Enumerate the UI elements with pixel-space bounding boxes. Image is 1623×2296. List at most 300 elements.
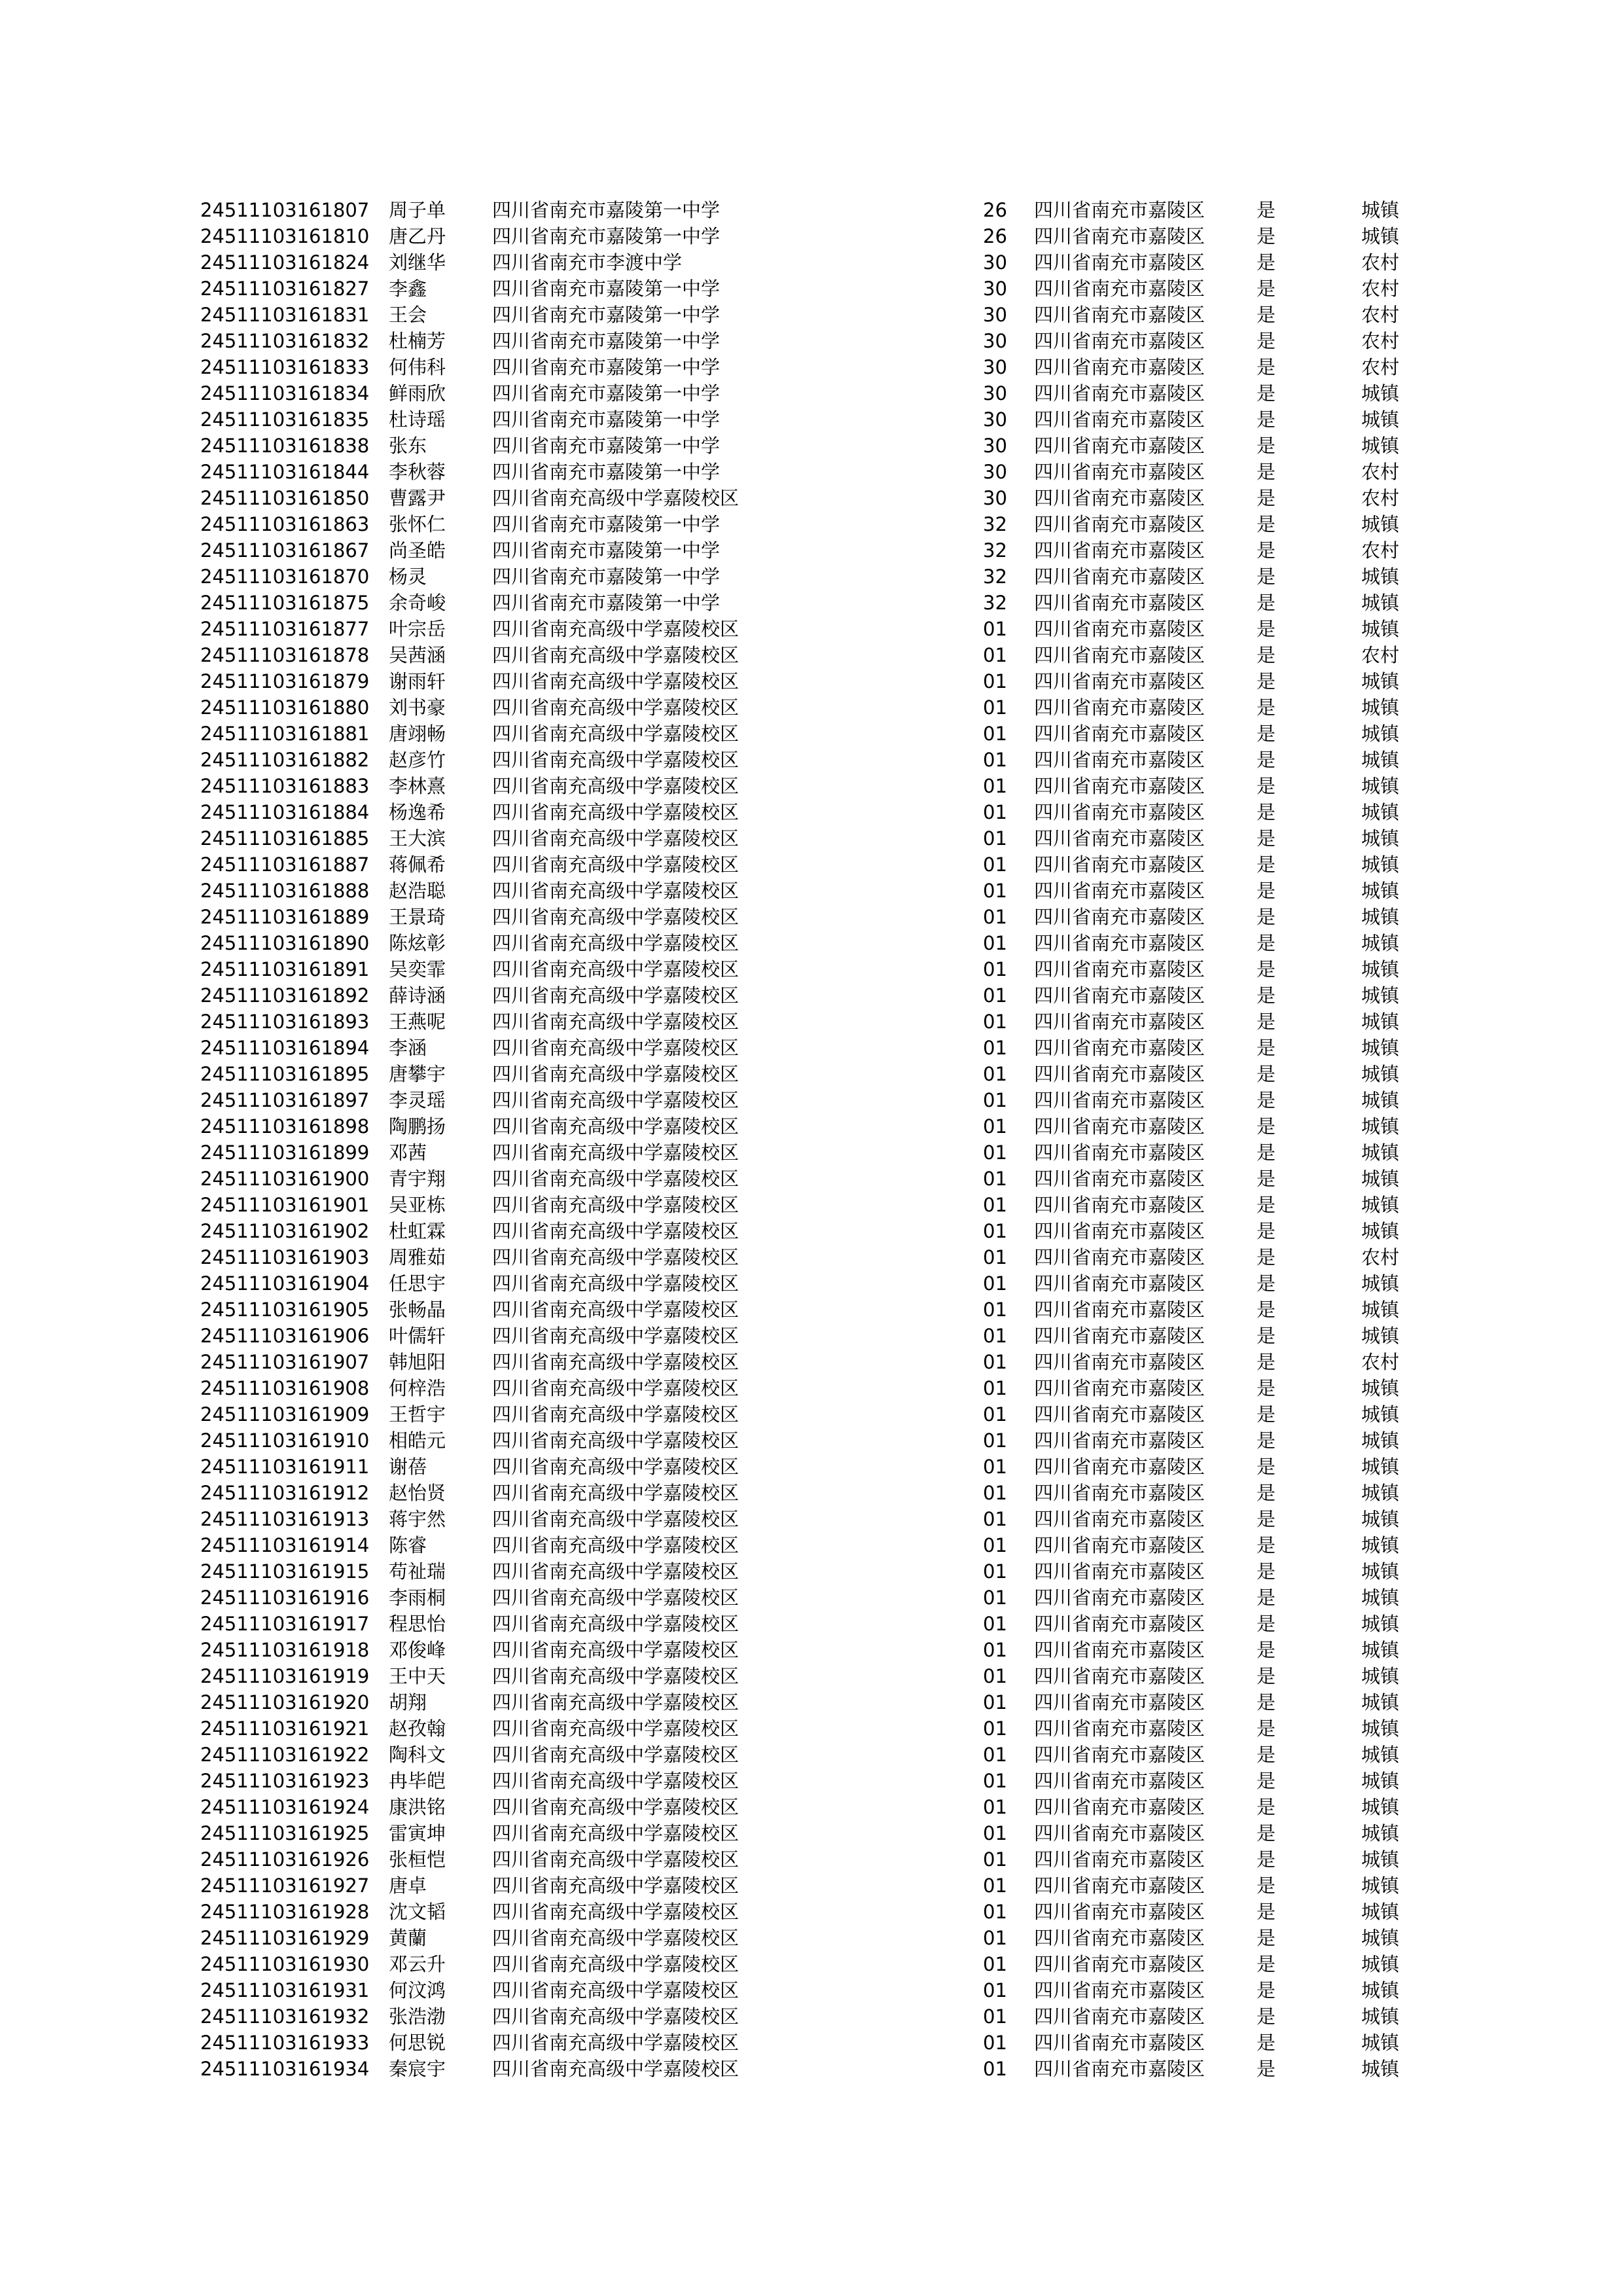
area-type-cell: 城镇 xyxy=(1361,1325,1400,1347)
code-cell: 01 xyxy=(983,1011,1007,1033)
student-id-cell: 24511103161932 xyxy=(200,2005,370,2028)
table-row xyxy=(200,1427,1431,1454)
student-name-cell: 程思怡 xyxy=(389,1613,446,1635)
student-name-cell: 蒋宇然 xyxy=(389,1508,446,1530)
student-id-cell: 24511103161881 xyxy=(200,723,370,745)
student-name-cell: 尚圣皓 xyxy=(389,539,446,562)
flag-cell: 是 xyxy=(1257,1822,1276,1844)
area-type-cell: 农村 xyxy=(1361,304,1400,326)
area-type-cell: 城镇 xyxy=(1361,1560,1400,1583)
table-row xyxy=(200,249,1431,276)
area-type-cell: 城镇 xyxy=(1361,1403,1400,1426)
student-name-cell: 邓云升 xyxy=(389,1953,446,1975)
code-cell: 32 xyxy=(983,539,1007,562)
code-cell: 01 xyxy=(983,906,1007,928)
student-name-cell: 赵浩聪 xyxy=(389,880,446,902)
table-row xyxy=(200,616,1431,642)
flag-cell: 是 xyxy=(1257,1560,1276,1583)
student-id-cell: 24511103161930 xyxy=(200,1953,370,1975)
flag-cell: 是 xyxy=(1257,1901,1276,1923)
area-type-cell: 城镇 xyxy=(1361,1534,1400,1556)
table-row xyxy=(200,302,1431,328)
school-cell: 四川省南充高级中学嘉陵校区 xyxy=(492,1115,740,1138)
area-type-cell: 城镇 xyxy=(1361,1979,1400,2001)
student-name-cell: 王会 xyxy=(389,304,427,326)
student-name-cell: 唐攀宇 xyxy=(389,1063,446,1085)
school-cell: 四川省南充高级中学嘉陵校区 xyxy=(492,1272,740,1295)
area-type-cell: 城镇 xyxy=(1361,932,1400,954)
table-row xyxy=(200,852,1431,878)
school-cell: 四川省南充高级中学嘉陵校区 xyxy=(492,2058,740,2080)
school-cell: 四川省南充高级中学嘉陵校区 xyxy=(492,1534,740,1556)
code-cell: 01 xyxy=(983,1796,1007,1818)
code-cell: 01 xyxy=(983,1456,1007,1478)
flag-cell: 是 xyxy=(1257,461,1276,483)
area-type-cell: 城镇 xyxy=(1361,513,1400,535)
flag-cell: 是 xyxy=(1257,1194,1276,1216)
code-cell: 01 xyxy=(983,723,1007,745)
code-cell: 01 xyxy=(983,696,1007,719)
flag-cell: 是 xyxy=(1257,932,1276,954)
flag-cell: 是 xyxy=(1257,2005,1276,2028)
table-row xyxy=(200,747,1431,773)
region-cell: 四川省南充市嘉陵区 xyxy=(1034,1037,1205,1059)
table-row xyxy=(200,1087,1431,1113)
region-cell: 四川省南充市嘉陵区 xyxy=(1034,1299,1205,1321)
student-id-cell: 24511103161899 xyxy=(200,1141,370,1164)
student-id-cell: 24511103161890 xyxy=(200,932,370,954)
student-id-cell: 24511103161889 xyxy=(200,906,370,928)
school-cell: 四川省南充市嘉陵第一中学 xyxy=(492,408,721,431)
student-name-cell: 李涵 xyxy=(389,1037,427,1059)
flag-cell: 是 xyxy=(1257,827,1276,850)
area-type-cell: 城镇 xyxy=(1361,1220,1400,1242)
region-cell: 四川省南充市嘉陵区 xyxy=(1034,1089,1205,1111)
school-cell: 四川省南充高级中学嘉陵校区 xyxy=(492,1979,740,2001)
code-cell: 01 xyxy=(983,1299,1007,1321)
student-name-cell: 刘继华 xyxy=(389,251,446,274)
region-cell: 四川省南充市嘉陵区 xyxy=(1034,1874,1205,1897)
code-cell: 01 xyxy=(983,644,1007,666)
student-id-cell: 24511103161934 xyxy=(200,2058,370,2080)
student-id-cell: 24511103161910 xyxy=(200,1429,370,1452)
area-type-cell: 城镇 xyxy=(1361,723,1400,745)
student-name-cell: 黄蘭 xyxy=(389,1927,427,1949)
student-id-cell: 24511103161883 xyxy=(200,775,370,797)
region-cell: 四川省南充市嘉陵区 xyxy=(1034,1246,1205,1268)
code-cell: 01 xyxy=(983,1115,1007,1138)
student-id-cell: 24511103161901 xyxy=(200,1194,370,1216)
area-type-cell: 城镇 xyxy=(1361,696,1400,719)
student-name-cell: 李秋蓉 xyxy=(389,461,446,483)
code-cell: 01 xyxy=(983,1744,1007,1766)
table-row xyxy=(200,773,1431,799)
school-cell: 四川省南充高级中学嘉陵校区 xyxy=(492,827,740,850)
table-row xyxy=(200,1768,1431,1794)
region-cell: 四川省南充市嘉陵区 xyxy=(1034,382,1205,404)
area-type-cell: 农村 xyxy=(1361,487,1400,509)
school-cell: 四川省南充高级中学嘉陵校区 xyxy=(492,696,740,719)
student-name-cell: 陶科文 xyxy=(389,1744,446,1766)
student-name-cell: 李林熹 xyxy=(389,775,446,797)
code-cell: 01 xyxy=(983,958,1007,980)
student-name-cell: 何伟科 xyxy=(389,356,446,378)
table-row xyxy=(200,564,1431,590)
region-cell: 四川省南充市嘉陵区 xyxy=(1034,1141,1205,1164)
flag-cell: 是 xyxy=(1257,225,1276,247)
student-name-cell: 何汶鸿 xyxy=(389,1979,446,2001)
table-row xyxy=(200,406,1431,433)
table-row xyxy=(200,642,1431,668)
table-row xyxy=(200,1061,1431,1087)
area-type-cell: 城镇 xyxy=(1361,1063,1400,1085)
table-row xyxy=(200,1139,1431,1166)
flag-cell: 是 xyxy=(1257,513,1276,535)
table-row xyxy=(200,1035,1431,1061)
student-name-cell: 张东 xyxy=(389,435,427,457)
school-cell: 四川省南充高级中学嘉陵校区 xyxy=(492,749,740,771)
flag-cell: 是 xyxy=(1257,1665,1276,1687)
student-name-cell: 康洪铭 xyxy=(389,1796,446,1818)
flag-cell: 是 xyxy=(1257,749,1276,771)
table-row xyxy=(200,511,1431,537)
table-row xyxy=(200,2003,1431,2030)
table-row xyxy=(200,668,1431,694)
school-cell: 四川省南充高级中学嘉陵校区 xyxy=(492,1587,740,1609)
student-name-cell: 胡翔 xyxy=(389,1691,427,1713)
code-cell: 01 xyxy=(983,1508,1007,1530)
region-cell: 四川省南充市嘉陵区 xyxy=(1034,644,1205,666)
region-cell: 四川省南充市嘉陵区 xyxy=(1034,251,1205,274)
table-row xyxy=(200,1663,1431,1689)
flag-cell: 是 xyxy=(1257,382,1276,404)
student-id-cell: 24511103161884 xyxy=(200,801,370,823)
flag-cell: 是 xyxy=(1257,644,1276,666)
student-id-cell: 24511103161844 xyxy=(200,461,370,483)
student-id-cell: 24511103161911 xyxy=(200,1456,370,1478)
code-cell: 01 xyxy=(983,1770,1007,1792)
code-cell: 01 xyxy=(983,1927,1007,1949)
flag-cell: 是 xyxy=(1257,1639,1276,1661)
area-type-cell: 城镇 xyxy=(1361,1744,1400,1766)
area-type-cell: 城镇 xyxy=(1361,1168,1400,1190)
student-name-cell: 曹露尹 xyxy=(389,487,446,509)
table-row xyxy=(200,1611,1431,1637)
table-row xyxy=(200,930,1431,956)
code-cell: 01 xyxy=(983,1351,1007,1373)
student-id-cell: 24511103161885 xyxy=(200,827,370,850)
school-cell: 四川省南充高级中学嘉陵校区 xyxy=(492,1744,740,1766)
school-cell: 四川省南充高级中学嘉陵校区 xyxy=(492,1665,740,1687)
area-type-cell: 城镇 xyxy=(1361,225,1400,247)
area-type-cell: 城镇 xyxy=(1361,435,1400,457)
flag-cell: 是 xyxy=(1257,2032,1276,2054)
region-cell: 四川省南充市嘉陵区 xyxy=(1034,1194,1205,1216)
table-row xyxy=(200,1951,1431,1977)
region-cell: 四川省南充市嘉陵区 xyxy=(1034,932,1205,954)
school-cell: 四川省南充市嘉陵第一中学 xyxy=(492,539,721,562)
flag-cell: 是 xyxy=(1257,1429,1276,1452)
region-cell: 四川省南充市嘉陵区 xyxy=(1034,199,1205,221)
student-name-cell: 鲜雨欣 xyxy=(389,382,446,404)
student-id-cell: 24511103161921 xyxy=(200,1717,370,1740)
region-cell: 四川省南充市嘉陵区 xyxy=(1034,565,1205,588)
region-cell: 四川省南充市嘉陵区 xyxy=(1034,853,1205,876)
flag-cell: 是 xyxy=(1257,1508,1276,1530)
student-name-cell: 赵怡贤 xyxy=(389,1482,446,1504)
flag-cell: 是 xyxy=(1257,984,1276,1007)
region-cell: 四川省南充市嘉陵区 xyxy=(1034,461,1205,483)
school-cell: 四川省南充高级中学嘉陵校区 xyxy=(492,644,740,666)
table-row xyxy=(200,694,1431,721)
student-id-cell: 24511103161928 xyxy=(200,1901,370,1923)
flag-cell: 是 xyxy=(1257,487,1276,509)
student-id-cell: 24511103161912 xyxy=(200,1482,370,1504)
student-id-cell: 24511103161875 xyxy=(200,592,370,614)
code-cell: 01 xyxy=(983,1717,1007,1740)
school-cell: 四川省南充高级中学嘉陵校区 xyxy=(492,853,740,876)
student-name-cell: 蒋佩希 xyxy=(389,853,446,876)
area-type-cell: 城镇 xyxy=(1361,199,1400,221)
school-cell: 四川省南充高级中学嘉陵校区 xyxy=(492,1246,740,1268)
student-name-cell: 王景琦 xyxy=(389,906,446,928)
flag-cell: 是 xyxy=(1257,696,1276,719)
flag-cell: 是 xyxy=(1257,1377,1276,1399)
flag-cell: 是 xyxy=(1257,1717,1276,1740)
region-cell: 四川省南充市嘉陵区 xyxy=(1034,1508,1205,1530)
table-row xyxy=(200,1506,1431,1532)
school-cell: 四川省南充高级中学嘉陵校区 xyxy=(492,1691,740,1713)
area-type-cell: 城镇 xyxy=(1361,565,1400,588)
code-cell: 01 xyxy=(983,1377,1007,1399)
student-id-cell: 24511103161867 xyxy=(200,539,370,562)
code-cell: 30 xyxy=(983,356,1007,378)
region-cell: 四川省南充市嘉陵区 xyxy=(1034,1639,1205,1661)
code-cell: 01 xyxy=(983,1901,1007,1923)
code-cell: 01 xyxy=(983,1325,1007,1347)
school-cell: 四川省南充高级中学嘉陵校区 xyxy=(492,1770,740,1792)
region-cell: 四川省南充市嘉陵区 xyxy=(1034,592,1205,614)
flag-cell: 是 xyxy=(1257,1874,1276,1897)
table-row xyxy=(200,1925,1431,1951)
student-name-cell: 吴奕霏 xyxy=(389,958,446,980)
flag-cell: 是 xyxy=(1257,1796,1276,1818)
area-type-cell: 城镇 xyxy=(1361,1272,1400,1295)
area-type-cell: 农村 xyxy=(1361,1351,1400,1373)
table-row xyxy=(200,433,1431,459)
region-cell: 四川省南充市嘉陵区 xyxy=(1034,1770,1205,1792)
student-id-cell: 24511103161903 xyxy=(200,1246,370,1268)
area-type-cell: 城镇 xyxy=(1361,618,1400,640)
flag-cell: 是 xyxy=(1257,1089,1276,1111)
student-name-cell: 王中天 xyxy=(389,1665,446,1687)
area-type-cell: 城镇 xyxy=(1361,592,1400,614)
flag-cell: 是 xyxy=(1257,408,1276,431)
flag-cell: 是 xyxy=(1257,1456,1276,1478)
region-cell: 四川省南充市嘉陵区 xyxy=(1034,1796,1205,1818)
student-name-cell: 周子单 xyxy=(389,199,446,221)
school-cell: 四川省南充高级中学嘉陵校区 xyxy=(492,1639,740,1661)
area-type-cell: 农村 xyxy=(1361,356,1400,378)
table-row xyxy=(200,1899,1431,1925)
student-id-cell: 24511103161887 xyxy=(200,853,370,876)
student-id-cell: 24511103161898 xyxy=(200,1115,370,1138)
student-name-cell: 吴亚栋 xyxy=(389,1194,446,1216)
school-cell: 四川省南充高级中学嘉陵校区 xyxy=(492,1037,740,1059)
region-cell: 四川省南充市嘉陵区 xyxy=(1034,1168,1205,1190)
school-cell: 四川省南充高级中学嘉陵校区 xyxy=(492,932,740,954)
area-type-cell: 城镇 xyxy=(1361,1665,1400,1687)
student-name-cell: 沈文韬 xyxy=(389,1901,446,1923)
student-id-cell: 24511103161904 xyxy=(200,1272,370,1295)
area-type-cell: 城镇 xyxy=(1361,1927,1400,1949)
student-id-cell: 24511103161927 xyxy=(200,1874,370,1897)
code-cell: 30 xyxy=(983,251,1007,274)
region-cell: 四川省南充市嘉陵区 xyxy=(1034,1115,1205,1138)
flag-cell: 是 xyxy=(1257,1220,1276,1242)
region-cell: 四川省南充市嘉陵区 xyxy=(1034,487,1205,509)
area-type-cell: 农村 xyxy=(1361,251,1400,274)
student-name-cell: 唐乙丹 xyxy=(389,225,446,247)
code-cell: 01 xyxy=(983,1194,1007,1216)
region-cell: 四川省南充市嘉陵区 xyxy=(1034,775,1205,797)
code-cell: 01 xyxy=(983,670,1007,692)
code-cell: 01 xyxy=(983,1089,1007,1111)
region-cell: 四川省南充市嘉陵区 xyxy=(1034,330,1205,352)
area-type-cell: 城镇 xyxy=(1361,1848,1400,1871)
area-type-cell: 城镇 xyxy=(1361,670,1400,692)
school-cell: 四川省南充高级中学嘉陵校区 xyxy=(492,906,740,928)
student-name-cell: 周雅茹 xyxy=(389,1246,446,1268)
school-cell: 四川省南充高级中学嘉陵校区 xyxy=(492,1456,740,1478)
code-cell: 01 xyxy=(983,1874,1007,1897)
student-name-cell: 张浩渤 xyxy=(389,2005,446,2028)
code-cell: 01 xyxy=(983,853,1007,876)
flag-cell: 是 xyxy=(1257,1063,1276,1085)
table-row xyxy=(200,328,1431,354)
area-type-cell: 城镇 xyxy=(1361,984,1400,1007)
code-cell: 01 xyxy=(983,1822,1007,1844)
code-cell: 26 xyxy=(983,225,1007,247)
school-cell: 四川省南充高级中学嘉陵校区 xyxy=(492,958,740,980)
code-cell: 30 xyxy=(983,408,1007,431)
table-row xyxy=(200,197,1431,223)
table-row xyxy=(200,1323,1431,1349)
flag-cell: 是 xyxy=(1257,1744,1276,1766)
table-row xyxy=(200,878,1431,904)
flag-cell: 是 xyxy=(1257,1587,1276,1609)
area-type-cell: 农村 xyxy=(1361,539,1400,562)
student-id-cell: 24511103161929 xyxy=(200,1927,370,1949)
region-cell: 四川省南充市嘉陵区 xyxy=(1034,1717,1205,1740)
region-cell: 四川省南充市嘉陵区 xyxy=(1034,906,1205,928)
school-cell: 四川省南充高级中学嘉陵校区 xyxy=(492,1874,740,1897)
region-cell: 四川省南充市嘉陵区 xyxy=(1034,958,1205,980)
table-row xyxy=(200,1794,1431,1820)
code-cell: 32 xyxy=(983,513,1007,535)
student-id-cell: 24511103161879 xyxy=(200,670,370,692)
code-cell: 30 xyxy=(983,487,1007,509)
code-cell: 30 xyxy=(983,278,1007,300)
code-cell: 30 xyxy=(983,304,1007,326)
area-type-cell: 农村 xyxy=(1361,644,1400,666)
region-cell: 四川省南充市嘉陵区 xyxy=(1034,749,1205,771)
table-row xyxy=(200,1977,1431,2003)
student-id-cell: 24511103161891 xyxy=(200,958,370,980)
table-row xyxy=(200,982,1431,1009)
table-row xyxy=(200,2030,1431,2056)
region-cell: 四川省南充市嘉陵区 xyxy=(1034,1220,1205,1242)
area-type-cell: 城镇 xyxy=(1361,880,1400,902)
student-id-cell: 24511103161925 xyxy=(200,1822,370,1844)
student-id-cell: 24511103161926 xyxy=(200,1848,370,1871)
student-name-cell: 邓茜 xyxy=(389,1141,427,1164)
region-cell: 四川省南充市嘉陵区 xyxy=(1034,1456,1205,1478)
school-cell: 四川省南充高级中学嘉陵校区 xyxy=(492,1089,740,1111)
area-type-cell: 城镇 xyxy=(1361,1717,1400,1740)
area-type-cell: 城镇 xyxy=(1361,382,1400,404)
student-list-table xyxy=(200,197,1431,2082)
table-row xyxy=(200,1742,1431,1768)
code-cell: 30 xyxy=(983,382,1007,404)
code-cell: 01 xyxy=(983,880,1007,902)
school-cell: 四川省南充市嘉陵第一中学 xyxy=(492,278,721,300)
region-cell: 四川省南充市嘉陵区 xyxy=(1034,670,1205,692)
flag-cell: 是 xyxy=(1257,1141,1276,1164)
code-cell: 01 xyxy=(983,1220,1007,1242)
student-name-cell: 秦宸宇 xyxy=(389,2058,446,2080)
table-row xyxy=(200,1820,1431,1846)
flag-cell: 是 xyxy=(1257,304,1276,326)
area-type-cell: 城镇 xyxy=(1361,1299,1400,1321)
student-name-cell: 相皓元 xyxy=(389,1429,446,1452)
table-row xyxy=(200,485,1431,511)
school-cell: 四川省南充市嘉陵第一中学 xyxy=(492,199,721,221)
area-type-cell: 城镇 xyxy=(1361,749,1400,771)
student-id-cell: 24511103161893 xyxy=(200,1011,370,1033)
table-row xyxy=(200,1375,1431,1401)
student-name-cell: 吴茜涵 xyxy=(389,644,446,666)
area-type-cell: 城镇 xyxy=(1361,906,1400,928)
flag-cell: 是 xyxy=(1257,1037,1276,1059)
student-name-cell: 杜虹霖 xyxy=(389,1220,446,1242)
flag-cell: 是 xyxy=(1257,592,1276,614)
student-name-cell: 唐卓 xyxy=(389,1874,427,1897)
code-cell: 30 xyxy=(983,461,1007,483)
student-name-cell: 杜诗瑶 xyxy=(389,408,446,431)
flag-cell: 是 xyxy=(1257,2058,1276,2080)
school-cell: 四川省南充高级中学嘉陵校区 xyxy=(492,1848,740,1871)
area-type-cell: 城镇 xyxy=(1361,1429,1400,1452)
student-name-cell: 陈睿 xyxy=(389,1534,427,1556)
area-type-cell: 农村 xyxy=(1361,461,1400,483)
flag-cell: 是 xyxy=(1257,1979,1276,2001)
code-cell: 01 xyxy=(983,775,1007,797)
school-cell: 四川省南充市嘉陵第一中学 xyxy=(492,592,721,614)
code-cell: 01 xyxy=(983,1848,1007,1871)
student-id-cell: 24511103161807 xyxy=(200,199,370,221)
student-id-cell: 24511103161905 xyxy=(200,1299,370,1321)
flag-cell: 是 xyxy=(1257,801,1276,823)
school-cell: 四川省南充高级中学嘉陵校区 xyxy=(492,1796,740,1818)
region-cell: 四川省南充市嘉陵区 xyxy=(1034,1587,1205,1609)
area-type-cell: 城镇 xyxy=(1361,1089,1400,1111)
table-row xyxy=(200,1585,1431,1611)
school-cell: 四川省南充高级中学嘉陵校区 xyxy=(492,1377,740,1399)
flag-cell: 是 xyxy=(1257,356,1276,378)
code-cell: 01 xyxy=(983,1403,1007,1426)
region-cell: 四川省南充市嘉陵区 xyxy=(1034,356,1205,378)
